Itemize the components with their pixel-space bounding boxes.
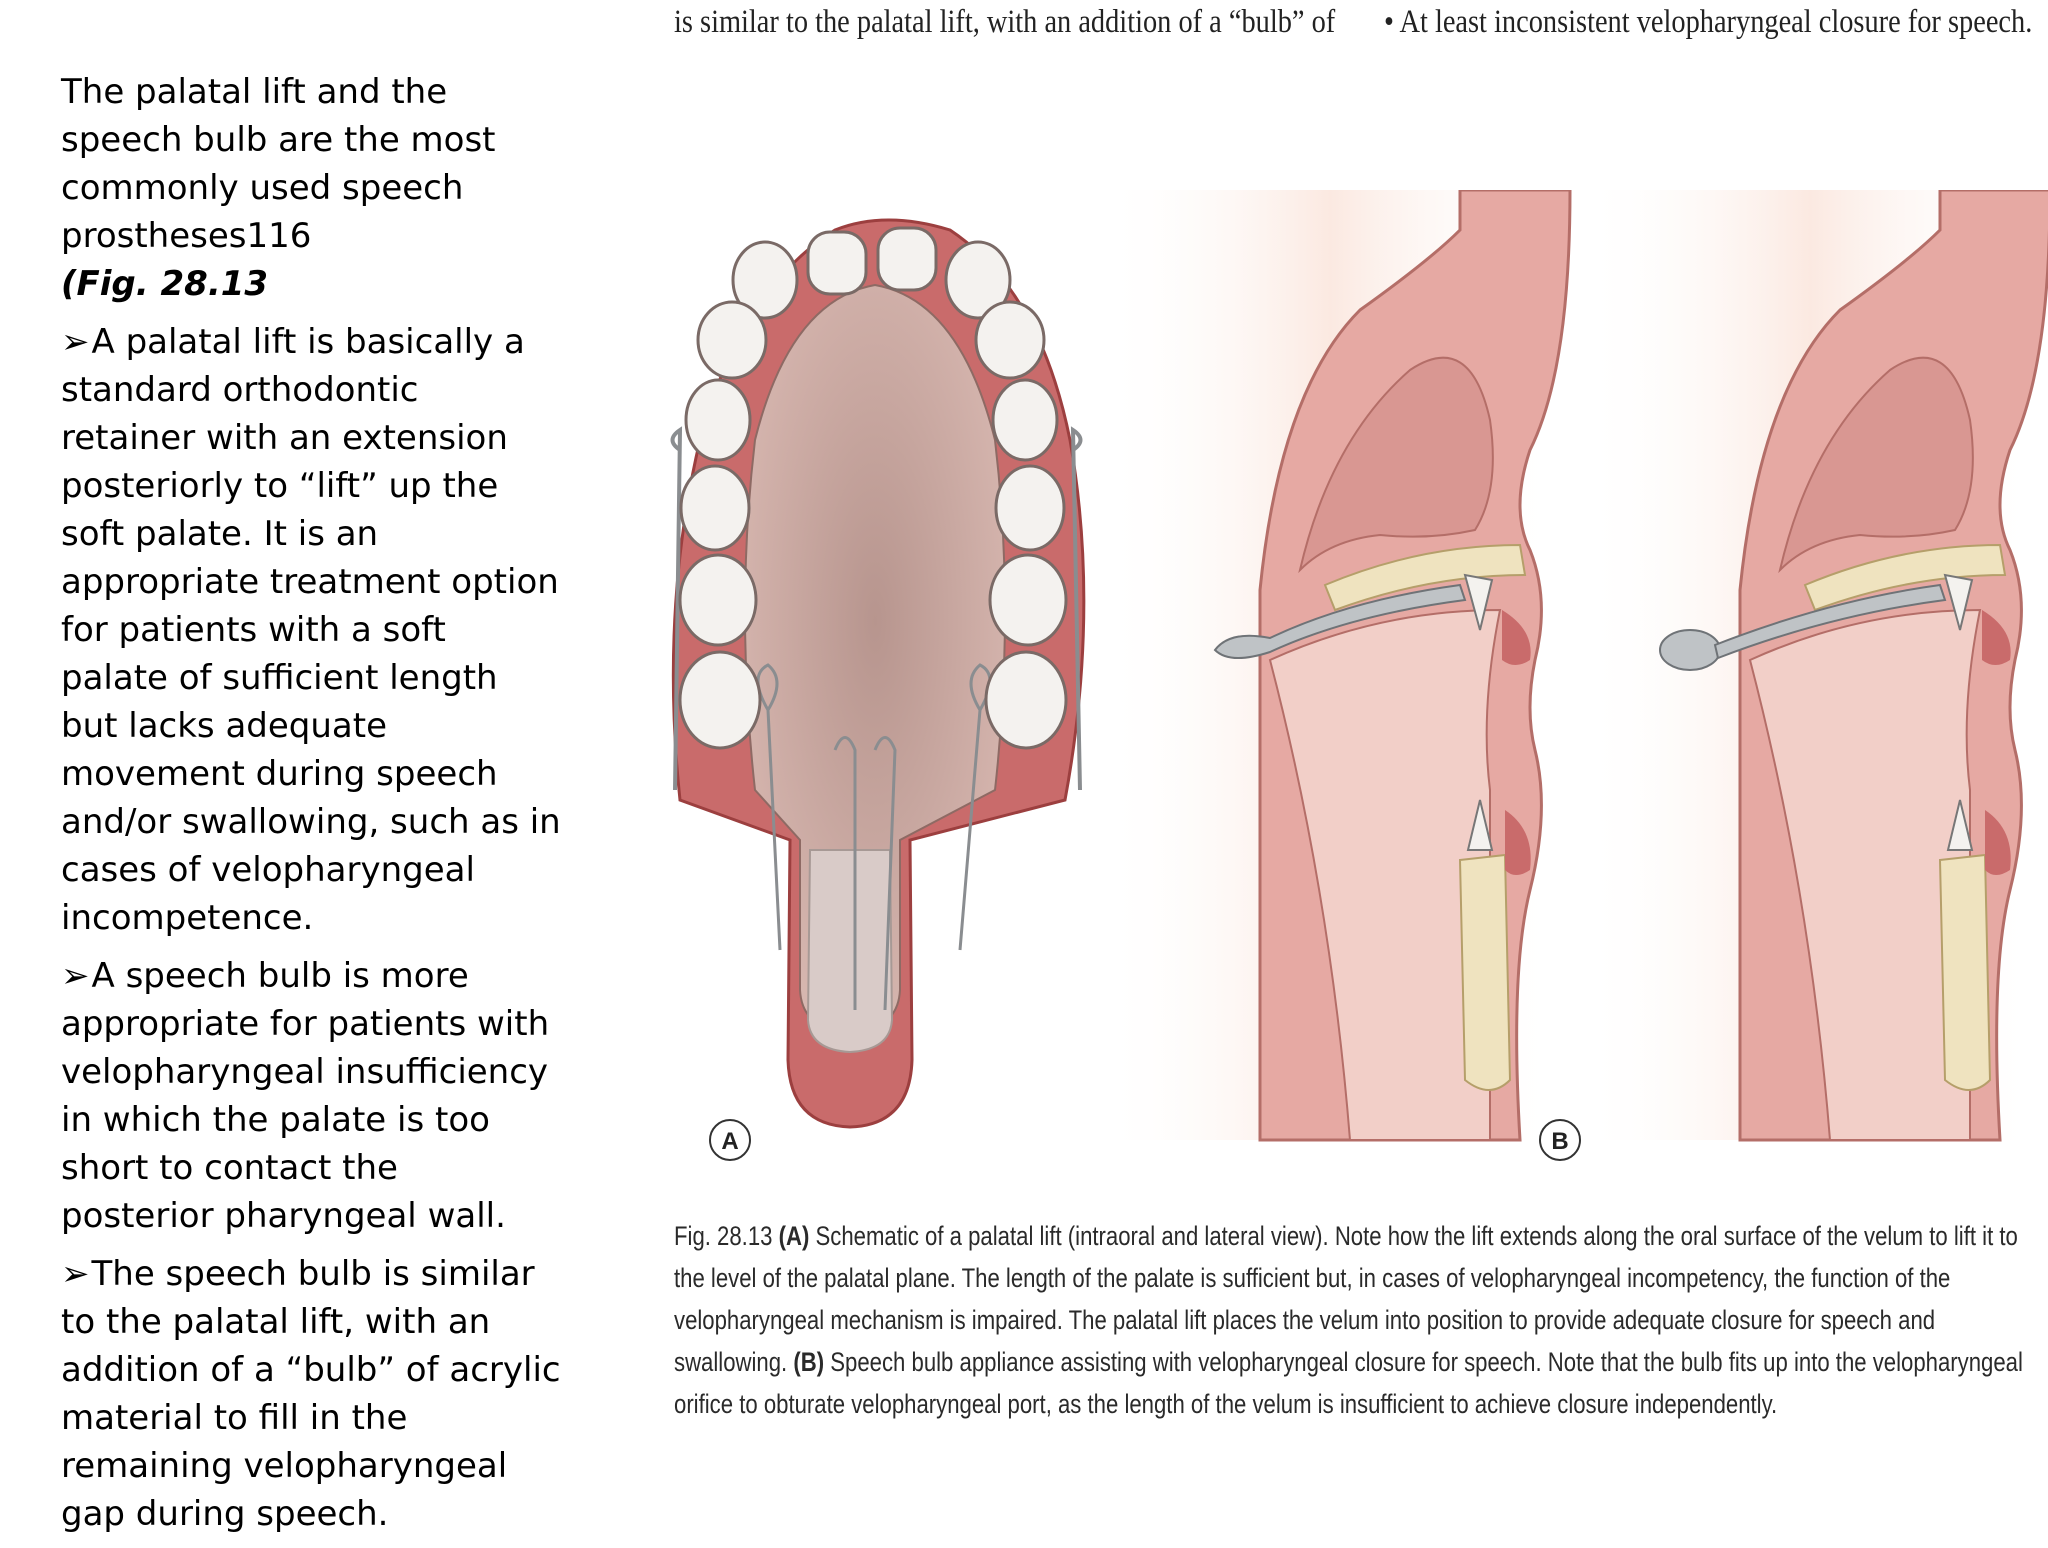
intraoral-view [673,220,1084,1160]
arrow-bullet-icon: ➢ [61,322,90,362]
panel-label-a: A [721,1128,739,1155]
bullet-speech-bulb-similarity [61,1250,561,1538]
panel-label-b: B [1551,1128,1569,1155]
caption-fig-number: Fig. 28.13 [674,1221,773,1251]
bullet-text: The speech bulb is similar to the palatal lift, with an addition of a “bulb” of acrylic material to fill in the remaining velopharyngeal gap during speech. [61,1254,561,1534]
intro-paragraph [61,68,561,308]
caption-a-text: Schematic of a palatal lift (intraoral and lateral view). Note how the lift extends along the oral surface of the velum to lift it to the level of the palatal plane. The length of the palate is sufficient but, in cases of velopharyngeal incompetency, the function of the velopharyngeal mechanism is impaired. The palatal lift places the velum into position to provide adequate closure for speech and swallowing. [674,1221,2018,1377]
arrow-bullet-icon: ➢ [61,1254,90,1294]
cropped-text-left: is similar to the palatal lift, with an addition of a “bulb” of [674,4,1336,40]
figure-reference: (Fig. 28.13 [61,264,269,304]
cropped-text-strip [674,0,2034,52]
cropped-text-right: • At least inconsistent velopharyngeal closure for speech. [1384,4,2033,40]
body-text-column [61,68,561,1548]
caption-b-text: Speech bulb appliance assisting with velopharyngeal closure for speech. Note that the bulb fits up into the velopharyngeal orifice to obturate velopharyngeal port, as the length of the velum is insufficient to achieve closure independently. [674,1347,2023,1419]
figure-caption [674,1215,2035,1425]
bullet-text: A palatal lift is basically a standard orthodontic retainer with an extension posteriorly to “lift” up the soft palate. It is an appropriate treatment option for patients with a soft palate of sufficient length but lacks adequate movement during speech and/or swallowing, such as in cases of velopharyngeal incompetence. [61,322,561,938]
bullet-text: A speech bulb is more appropriate for patients with velopharyngeal insufficiency in which the palate is too short to contact the posterior pharyngeal wall. [61,956,550,1236]
bullet-speech-bulb [61,952,561,1240]
bullet-palatal-lift [61,318,561,942]
lift-extension [808,850,892,1052]
caption-b-label: (B) [793,1347,825,1377]
intro-text: The palatal lift and the speech bulb are the most commonly used speech prostheses116 [61,72,496,256]
palatal-lift-illustration [660,190,2048,1180]
figure-panel [660,0,2048,1536]
arrow-bullet-icon: ➢ [61,956,90,996]
caption-a-label: (A) [778,1221,810,1251]
